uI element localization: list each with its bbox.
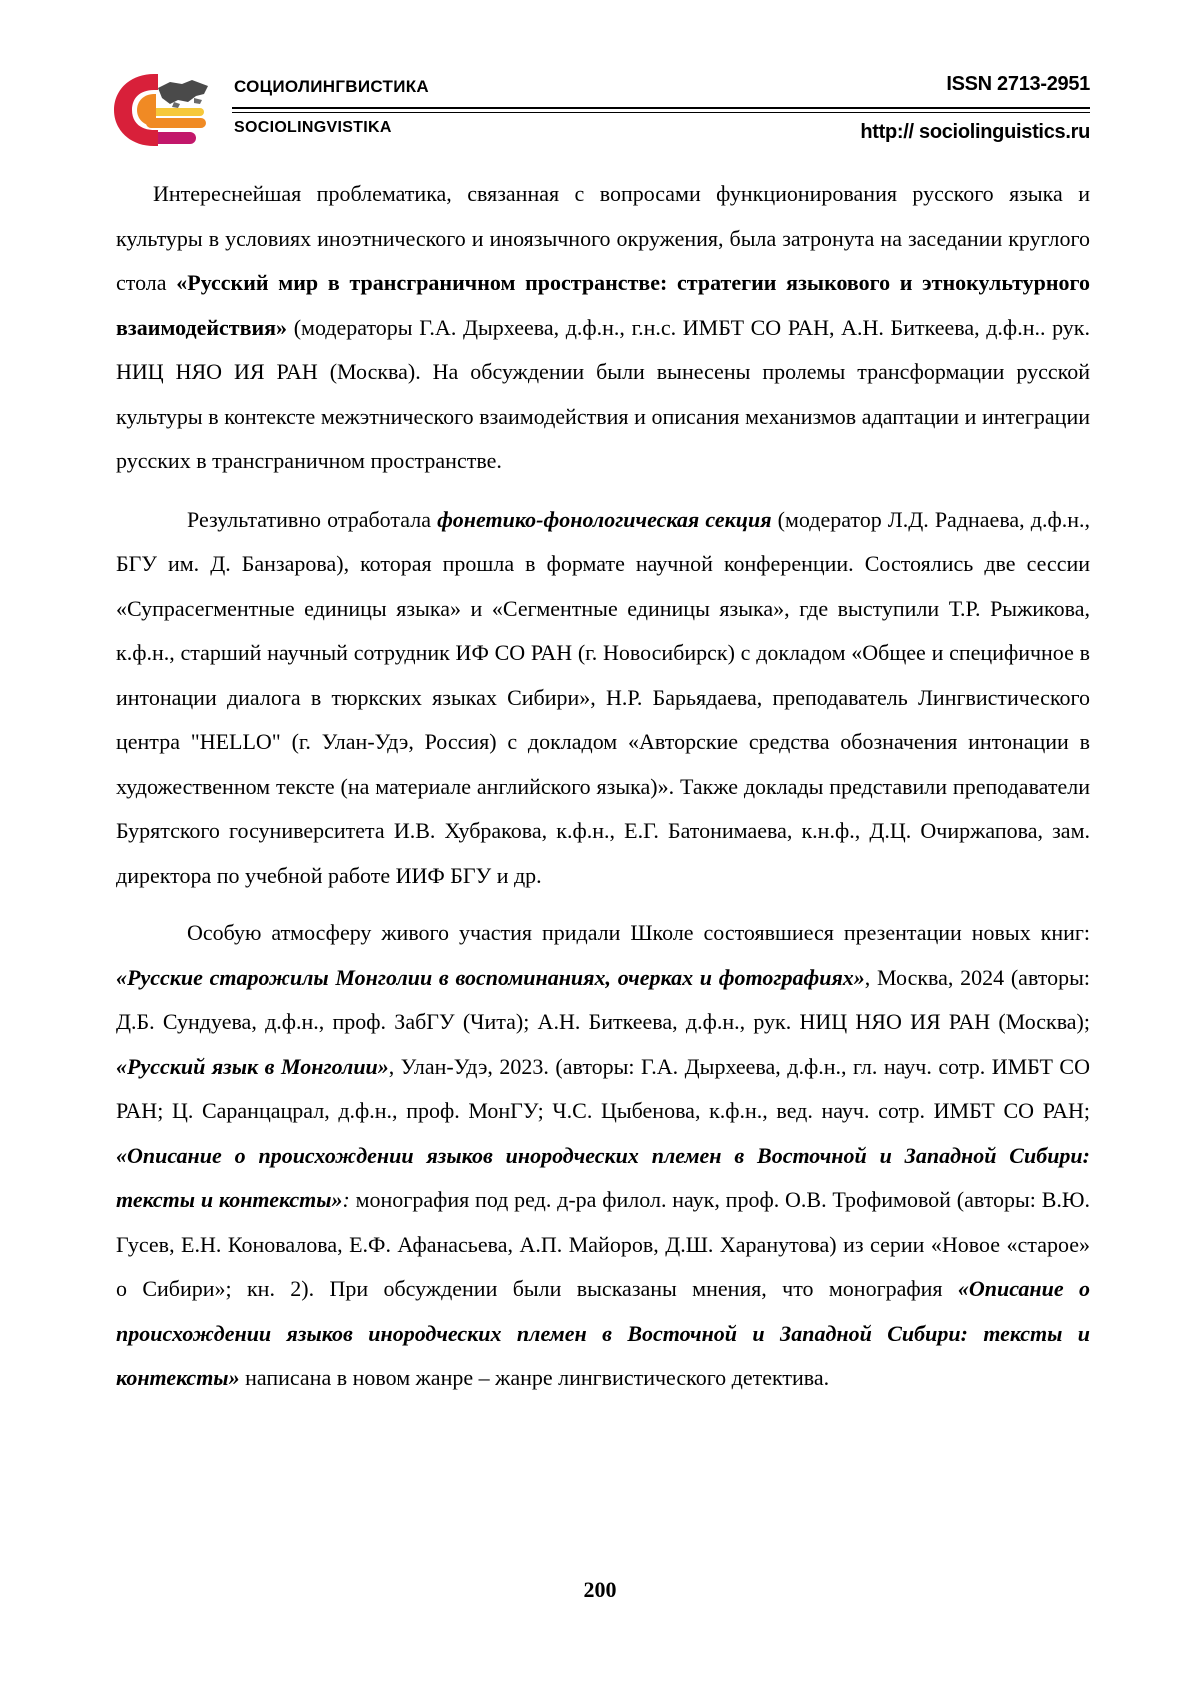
text-run: Интереснейшая проблематика, связанная с вопросами функционирования русского языка и культуры в условиях иноэтнического и иноязычного окружения, была затронута на заседании круглого стола: [116, 181, 1090, 295]
text-run: Особую атмосферу живого участия придали Школе состоявшиеся презентации новых книг:: [187, 920, 1090, 945]
paragraph-phonetics-section: [116, 498, 1090, 899]
text-run: :: [342, 1187, 350, 1212]
text-run: (модератор Л.Д. Раднаева, д.ф.н., БГУ им. Д. Банзарова), которая прошла в формате научной конференции. Состоялись две сессии «Супрасегментные единицы языка» и «Сегментные единицы языка», где выступили Т.Р. Рыжикова, к.ф.н., старший научный сотрудник ИФ СО РАН (г. Новосибирск) с докладом «Общее и специфичное в интонации диалога в тюркских языках Сибири», Н.Р. Барьядаева, преподаватель Лингвистического центра "HELLO" (г. Улан-Удэ, Россия) с докладом «Авторские средства обозначения интонации в художественном тексте (на материале английского языка)». Также доклады представили преподаватели Бурятского госуниверситета И.В. Хубракова, к.ф.н., Е.Г. Батонимаева, к.н.ф., Д.Ц. Очиржапова, зам. директора по учебной работе ИИФ БГУ и др.: [116, 506, 1090, 888]
paragraph-book-presentations: [116, 911, 1090, 1401]
text-run: Результативно отработала: [187, 506, 438, 532]
text-run: монография под ред. д-ра филол. наук, проф. О.В. Трофимовой (авторы: В.Ю. Гусев, Е.Н. Коновалова, Е.Ф. Афанасьева, А.П. Майоров, Д.Ш. Харанутова) из серии «Новое «старое» о Сибири»; кн. 2). При обсуждении были высказаны мнения, что монография: [116, 1187, 1091, 1301]
text-run: (модераторы Г.А. Дырхеева, д.ф.н., г.н.с. ИМБТ СО РАН, А.Н. Биткеева, д.ф.н.. рук. НИЦ НЯО ИЯ РАН (Москва). На обсуждении были вынесены пролемы трансформации русской культуры в контексте межэтнического взаимодействия и описания механизмов адаптации и интеграции русских в трансграничном пространстве.: [116, 314, 1090, 473]
book-title-1: «Русские старожилы Монголии в воспоминаниях, очерках и фотографиях»: [116, 964, 865, 990]
book-title-2: «Русский язык в Монголии»: [116, 1053, 389, 1079]
book-title-3-repeat: «Описание о происхождении языков инородческих племен в Восточной и Западной Сибири: тексты и контексты»: [116, 1276, 1090, 1390]
journal-logo-icon: [112, 72, 212, 148]
paragraph-round-table: [116, 172, 1090, 484]
section-name: фонетико-фонологическая секция: [437, 506, 772, 532]
header-rule-thick: [232, 107, 1090, 109]
text-run: написана в новом жанре – жанре лингвистического детектива.: [239, 1365, 830, 1390]
text-run: , Москва, 2024 (авторы: Д.Б. Сундуева, д.ф.н., проф. ЗабГУ (Чита); А.Н. Биткеева, д.ф.н., рук. НИЦ НЯО ИЯ РАН (Москва);: [116, 964, 1090, 1034]
logo-stripe-yellow: [148, 108, 204, 116]
issn-label: ISSN 2713-2951: [946, 73, 1090, 95]
page-header: [0, 0, 1200, 160]
text-run: , Улан-Удэ, 2023. (авторы: Г.А. Дырхеева, д.ф.н., гл. науч. сотр. ИМБТ СО РАН; Ц. Саранцацрал, д.ф.н., проф. МонГУ; Ч.С. Цыбенова, к.ф.н., вед. науч. сотр. ИМБТ СО РАН;: [116, 1053, 1090, 1123]
page-number: 200: [583, 1577, 617, 1602]
journal-url-link[interactable]: http:// sociolinguistics.ru: [860, 121, 1090, 143]
journal-title-ru: СОЦИОЛИНГВИСТИКА: [234, 77, 429, 96]
book-title-3: «Описание о происхождении языков инородческих племен в Восточной и Западной Сибири: тексты и контексты»: [116, 1142, 1090, 1212]
round-table-title: «Русский мир в трансграничном пространстве: стратегии языкового и этнокультурного взаимодействия»: [116, 270, 1090, 340]
journal-title-en: SOCIOLINGVISTIKA: [234, 119, 392, 136]
article-body: [116, 172, 1090, 1401]
header-rule-thin: [232, 112, 1090, 113]
logo-c-inner: [137, 94, 156, 126]
